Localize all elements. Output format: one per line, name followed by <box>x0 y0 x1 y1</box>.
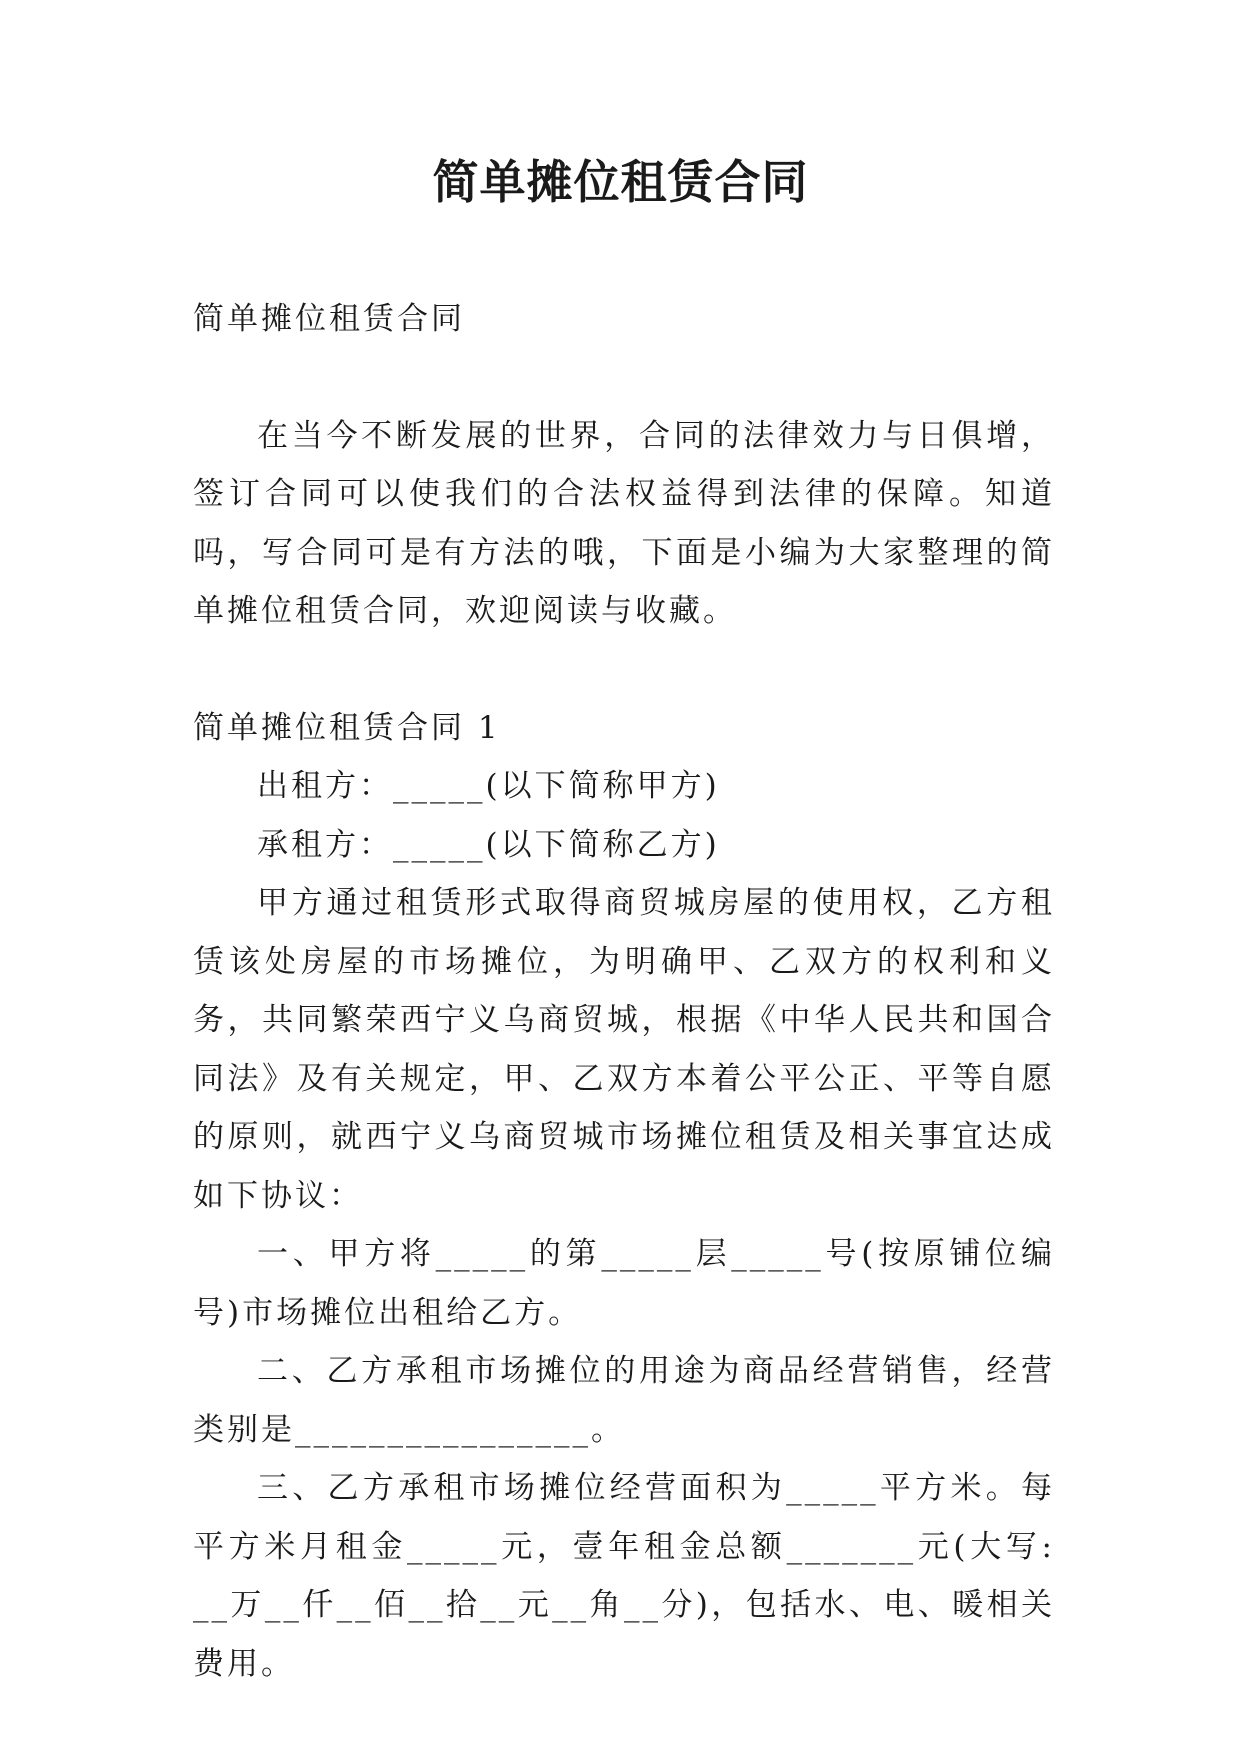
clause-1: 一、甲方将_____的第_____层_____号(按原铺位编号)市场摊位出租给乙方。 <box>193 1236 1055 1331</box>
intro-paragraph: 在当今不断发展的世界，合同的法律效力与日俱增，签订合同可以使我们的合法权益得到法律的保障。知道吗，写合同可是有方法的哦，下面是小编为大家整理的简单摊位租赁合同，欢迎阅读与收藏。 <box>193 417 1055 629</box>
clause-3: 三、乙方承租市场摊位经营面积为_____平方米。每平方米月租金_____元，壹年租金总额_______元(大写: __万__仟__佰__拾__元__角__分)，包括水、电、暖相关费用。 <box>193 1470 1055 1682</box>
lessee-line: 承租方：_____(以下简称乙方) <box>257 826 720 863</box>
lessor-line: 出租方：_____(以下简称甲方) <box>257 768 720 804</box>
clause-2: 二、乙方承租市场摊位的用途为商品经营销售，经营类别是________________。 <box>193 1353 1055 1448</box>
document-body <box>193 290 1055 1693</box>
document-title: 简单摊位租赁合同 <box>432 155 809 209</box>
section-heading: 简单摊位租赁合同 1 <box>193 709 501 746</box>
document-subtitle: 简单摊位租赁合同 <box>193 301 465 337</box>
preamble-paragraph: 甲方通过租赁形式取得商贸城房屋的使用权，乙方租赁该处房屋的市场摊位，为明确甲、乙双方的权利和义务，共同繁荣西宁义乌商贸城，根据《中华人民共和国合同法》及有关规定，甲、乙双方本着公平公正、平等自愿的原则，就西宁义乌商贸城市场摊位租赁及相关事宜达成如下协议： <box>193 885 1055 1214</box>
